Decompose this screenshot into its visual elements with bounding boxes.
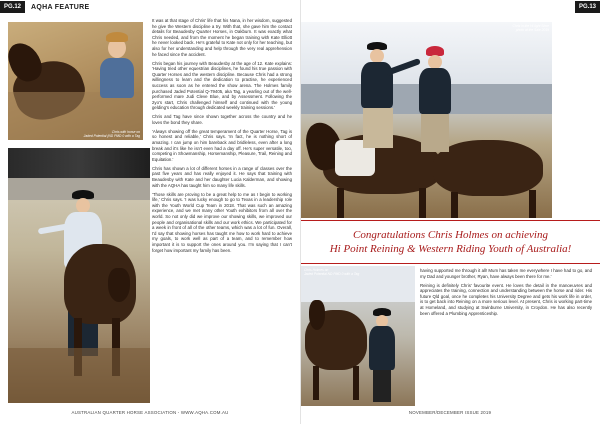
paragraph: Reining is definitely Chris' favourite event. He loves the detail in the manoeuvres and appreciates the training, connection and understanding between the horse and rider. His future Qld goal, once he completes his University Degree and gets his work life in order, is to get back into Reining on a more serious level. At present, Chris is working part-time at Homeland, and studying at Swinburne University, in Croydon. He has also recently been offered a Plumbing Apprenticeship. <box>420 282 592 316</box>
paragraph: having supported me through it all! Mum has taken me everywhere I have had to go, and my Dad and younger brother, Ryan, have always been there for me.' <box>420 268 592 279</box>
paragraph: 'Those skills are proving to be a great help to me as I begin to working life,' Chris says. 'I was lucky enough to go to Texas in a leadership role with the Youth World Cup Team in 2018. That was such an amazing experience, and we met many other Youth exhibitors from all over the world. So not only did we improve our showing skills, we improved our people and organisational skills and our work ethics. We participated for a week in front of all of the other teams, which was a lot of fun. Overall, I'd say that showing horses has taught me how to work hard to achieve my goals, to work well as part of a team, and to remember how important it is to support the ones around you. I'm saying that I can't forget how important my family has been. <box>152 191 292 253</box>
photo-3-caption: Chris in the Hi-light Shoe photo at the Sale 2019 <box>512 24 549 32</box>
photo-chris-showmanship <box>301 266 415 406</box>
paragraph: Chris has shown a lot of different horses in a range of classes over the past five years and has really enjoyed it. He says that training with Beaudesby with Kate and her daughter Lucia Kalderman, and showing with the AQHA has taught him so many life skills. <box>152 165 292 188</box>
headline-banner <box>301 220 600 264</box>
photo-4-caption: Chris Holmes on Jaded Potential ND PMD 0 with a Tag <box>304 268 360 276</box>
photo-1-caption: Chris with horse on Jaded Potential (ND PMD 0 with a Tag <box>83 130 140 138</box>
paragraph: It was at that stage of Chris' life that his Nana, in her wisdom, suggested he give the Western discipline a try. With that, she gave him the contact details for Beaudesby Quarter Horses, in Oakburn. It was exactly what Chris needed, and from the moment he began training with Kate Elliott he never looked back. He's grateful to Kate not only for her teaching, but also for her understanding and help through the very real apprehension he faced since the accident. <box>152 18 292 57</box>
photo-chris-arena <box>8 148 150 403</box>
paragraph: Chris and Tag have since shown together across the country and he loves the bond they share. <box>152 114 292 125</box>
article-column-a <box>152 18 292 257</box>
right-page-header <box>575 0 600 14</box>
paragraph: Chris began his journey with Beaudesby at the age of 12. Kate explains: 'Having tried other equestrian disciplines, he found his true passion with Quarter Horses and the western discipline. Because Chris had a strong willingness to learn and the dedication to practise, he experienced success as soon as he entered the show arena. The Holmes family purchased Jaded Potential Q-79405, aka Tag, a yearling out of the well-performed mare Judi Cleve Blue, and by Assessment. Following the 2yo's start, Chris challenged himself and continued with the young gelding's education through dedicated weekly training sessions.' <box>152 60 292 111</box>
article-column-b <box>420 268 592 320</box>
right-page-number: PG.13 <box>575 1 600 13</box>
photo-chris-riding <box>301 22 552 218</box>
photo-chris-with-horse <box>8 22 143 140</box>
feature-label: AQHA FEATURE <box>31 3 90 11</box>
headline-line-1: Congratulations Chris Holmes on achieving <box>353 229 548 241</box>
right-footer: NOVEMBER/DECEMBER ISSUE 2019 <box>408 410 492 415</box>
left-page-header <box>0 0 300 14</box>
left-page-number: PG.12 <box>0 1 25 13</box>
headline-line-2: Hi Point Reining & Western Riding Youth of Australia! <box>329 243 572 255</box>
paragraph: 'Always showing off the great temperament of the Quarter Horse, Tag is so honest and reliable,' Chris says. 'In fact, he is nothing short of amazing. I can jump on him bareback and bridleless, even after a long break and it's like he isn't even had a day off. He's super versatile, too, competing in Showmanship, Horsemanship, Pleasure, Trail, Reining and Equitation.' <box>152 128 292 162</box>
left-footer: AUSTRALIAN QUARTER HORSE ASSOCIATION - WWW.AQHA.COM.AU <box>71 410 229 415</box>
